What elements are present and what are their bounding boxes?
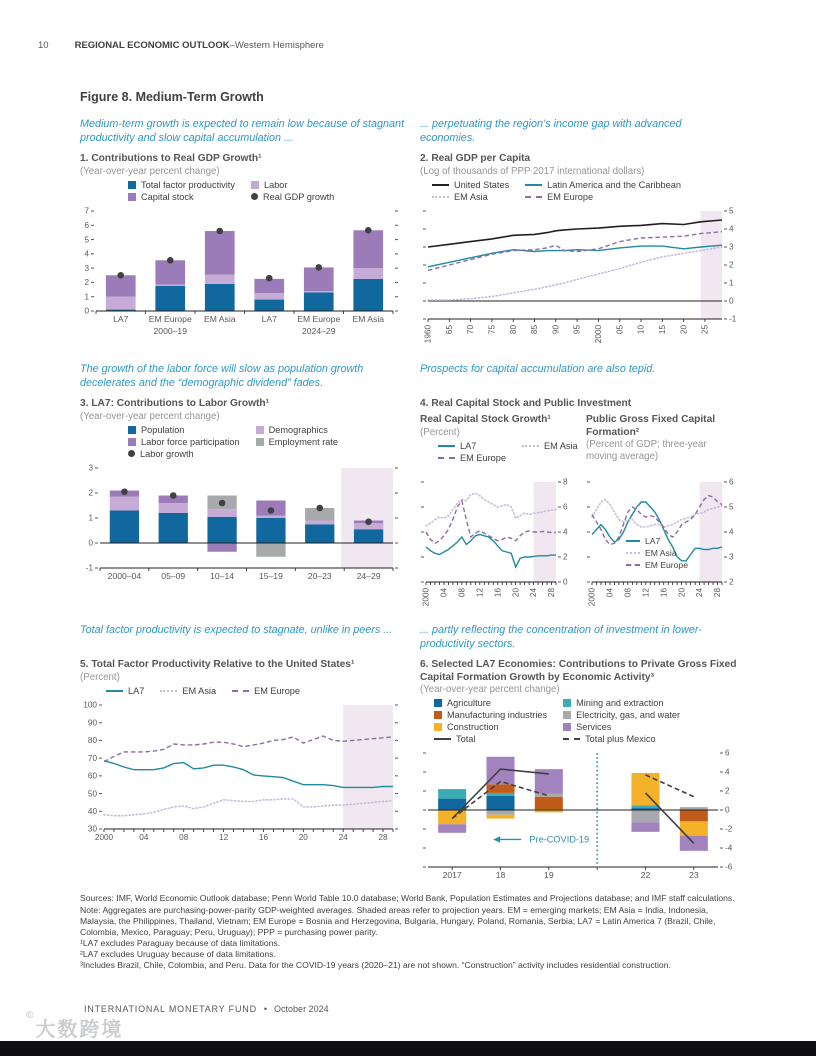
svg-text:80: 80: [508, 324, 518, 335]
svg-text:28: 28: [378, 832, 388, 842]
panel-4-title: 4. Real Capital Stock and Public Investment: [420, 398, 632, 409]
legend-label: LA7: [460, 440, 477, 451]
footer-date: October 2024: [274, 1004, 329, 1014]
legend-item: [232, 686, 300, 696]
svg-text:20–23: 20–23: [307, 570, 332, 581]
svg-text:70: 70: [466, 324, 476, 335]
svg-text:24: 24: [695, 587, 705, 597]
svg-text:4: 4: [725, 768, 730, 778]
svg-text:1: 1: [88, 513, 93, 523]
footer-bullet: •: [263, 1004, 268, 1014]
legend-swatch-line-dashed-icon: [232, 690, 249, 692]
svg-text:23: 23: [689, 870, 699, 881]
legend-label: Services: [576, 722, 612, 733]
svg-text:2: 2: [729, 260, 734, 270]
legend-label: EM Europe: [547, 191, 594, 202]
legend-item: [522, 441, 578, 451]
legend-label: Latin America and the Caribbean: [547, 179, 681, 190]
legend-label: Employment rate: [268, 436, 339, 447]
svg-text:2000: 2000: [587, 587, 597, 606]
panel-2: [420, 153, 738, 355]
chart4a-canvas: [420, 476, 572, 616]
legend-item: [434, 710, 547, 720]
chart-row-2: [80, 398, 738, 616]
svg-text:24: 24: [338, 832, 348, 842]
header-text: [75, 40, 324, 51]
svg-text:0: 0: [725, 806, 730, 816]
chart2-legend: [432, 180, 738, 202]
svg-text:15: 15: [657, 324, 667, 335]
footer-publisher: INTERNATIONAL MONETARY FUND: [84, 1004, 257, 1014]
legend-swatch-square-icon: [256, 426, 264, 434]
legend-item: [128, 180, 235, 190]
svg-text:20: 20: [677, 587, 687, 597]
svg-text:2000–19: 2000–19: [153, 325, 187, 336]
legend-label: EM Europe: [254, 685, 301, 696]
legend-label: Capital stock: [141, 191, 194, 202]
legend-label: Labor growth: [140, 448, 194, 459]
legend-item: [432, 192, 509, 202]
chart6-legend: [434, 698, 738, 744]
svg-text:EM Asia: EM Asia: [352, 313, 385, 324]
chart3-canvas: [80, 462, 405, 588]
legend-swatch-line-dashed-icon: [525, 196, 542, 198]
svg-text:-2: -2: [725, 825, 733, 835]
svg-text:0: 0: [729, 296, 734, 306]
legend-label: Total factor productivity: [141, 179, 235, 190]
svg-text:1: 1: [84, 292, 89, 302]
legend-item: [626, 548, 688, 558]
svg-text:2000–04: 2000–04: [107, 570, 142, 581]
svg-text:24–29: 24–29: [356, 570, 381, 581]
svg-text:70: 70: [87, 753, 97, 763]
chart1-legend: [128, 180, 405, 202]
chart6-canvas: [420, 747, 738, 883]
legend-item: [160, 686, 216, 696]
legend-swatch-square-icon: [434, 711, 442, 719]
chart5-legend: [106, 686, 405, 696]
svg-text:2: 2: [725, 787, 730, 797]
panel-3-title: 3. LA7: Contributions to Labor Growth¹: [80, 398, 270, 409]
panel-3: [80, 398, 405, 616]
legend-item: [525, 192, 681, 202]
legend-swatch-line-dotted-icon: [626, 552, 640, 554]
panel-1: [80, 153, 405, 355]
legend-item: [106, 686, 144, 696]
legend-swatch-dot-icon: [128, 450, 135, 457]
svg-text:3: 3: [729, 552, 734, 562]
legend-item: [525, 180, 681, 190]
legend-item: [626, 560, 688, 570]
svg-text:7: 7: [84, 206, 89, 216]
svg-text:65: 65: [444, 324, 454, 335]
svg-text:90: 90: [87, 718, 97, 728]
svg-text:16: 16: [659, 587, 669, 597]
legend-swatch-square-icon: [434, 699, 442, 707]
legend-swatch-line-dotted-icon: [522, 445, 539, 447]
legend-swatch-square-icon: [128, 438, 136, 446]
legend-label: Labor force participation: [141, 436, 240, 447]
legend-item: [563, 734, 680, 744]
svg-text:12: 12: [219, 832, 229, 842]
intro-1-right: ... perpetuating the region’s income gap with advanced economies.: [420, 118, 682, 145]
svg-text:85: 85: [530, 324, 540, 335]
legend-item: [434, 722, 547, 732]
svg-text:4: 4: [563, 527, 568, 537]
bottom-black-bar: [0, 1041, 816, 1056]
legend-label: Total plus Mexico: [585, 734, 656, 745]
legend-item: [438, 441, 506, 451]
legend-item: [438, 453, 506, 463]
notes-footnote-3: ³Includes Brazil, Chile, Colombia, and Peru. Data for the COVID-19 years (2020–21) are not shown. “Construction” activity includes residential construction.: [80, 960, 671, 971]
intro-row-3: [80, 623, 738, 659]
legend-swatch-line-solid-icon: [434, 738, 451, 740]
legend-swatch-square-icon: [563, 699, 571, 707]
legend-label: Construction: [447, 722, 499, 733]
legend-swatch-line-solid-icon: [525, 184, 542, 186]
svg-text:95: 95: [572, 324, 582, 335]
legend-swatch-square-icon: [563, 711, 571, 719]
panel-4b: [586, 414, 738, 616]
svg-text:04: 04: [605, 587, 615, 597]
notes-footnote-2: ²LA7 excludes Uruguay because of data limitations.: [80, 949, 276, 960]
legend-swatch-line-dashed-icon: [626, 564, 640, 566]
svg-text:EM Asia: EM Asia: [203, 313, 236, 324]
svg-text:4: 4: [729, 527, 734, 537]
legend-swatch-line-solid-icon: [106, 690, 123, 692]
legend-item: [563, 722, 680, 732]
svg-text:0: 0: [88, 538, 93, 548]
notes-footnote-1: ¹LA7 excludes Paraguay because of data limitations.: [80, 938, 281, 949]
panel-1-subtitle: (Year-over-year percent change): [80, 165, 220, 177]
svg-text:2: 2: [88, 488, 93, 498]
svg-text:16: 16: [493, 587, 503, 597]
legend-item: [256, 425, 338, 435]
legend-item: [128, 449, 240, 459]
figure-title: Figure 8. Medium-Term Growth: [80, 90, 264, 104]
svg-text:6: 6: [725, 749, 730, 759]
legend-swatch-square-icon: [251, 181, 259, 189]
legend-label: EM Europe: [460, 452, 506, 463]
panel-4: [420, 398, 738, 616]
legend-label: LA7: [645, 535, 661, 546]
svg-text:18: 18: [495, 870, 506, 881]
svg-text:1: 1: [729, 278, 734, 288]
svg-text:-4: -4: [725, 844, 733, 854]
chart4b-wrap: [586, 476, 738, 616]
figure-content: [80, 90, 738, 972]
svg-text:3: 3: [84, 263, 89, 273]
legend-item: [434, 698, 547, 708]
panel-4b-subtitle: (Percent of GDP; three-year moving average): [586, 439, 707, 463]
svg-text:19: 19: [544, 870, 554, 881]
intro-1-left: Medium-term growth is expected to remain low because of stagnant productivity and slow capital accumulation ...: [80, 118, 405, 145]
panel-6-title: 6. Selected LA7 Economies: Contributions to Private Gross Fixed Capital Formation Growth by Economic Activity³: [420, 658, 737, 683]
legend-swatch-square-icon: [128, 426, 136, 434]
svg-text:04: 04: [439, 587, 449, 597]
notes-note: Note: Aggregates are purchasing-power-parity GDP-weighted averages. Shaded areas refer to projection years. EM = emerging markets; EM Asia = India, Indonesia, Malaysia, the Philippines, Thailand, Vietnam; EM Europe = Bosnia and Herzegovina, Bulgaria, Hungary, Poland, Romania, Serbia; LA7 = Latin America 7 (Brazil, Chile, Colombia, Mexico, Paraguay; Peru, Uruguay); PPP = purchasing power parity.: [80, 904, 716, 937]
legend-label: Mining and extraction: [576, 698, 664, 709]
legend-label: EM Asia: [645, 547, 677, 558]
legend-item: [128, 425, 240, 435]
legend-label: EM Asia: [454, 191, 488, 202]
svg-text:08: 08: [179, 832, 189, 842]
svg-text:-1: -1: [85, 563, 93, 573]
legend-label: EM Asia: [543, 440, 578, 451]
svg-text:3: 3: [88, 463, 93, 473]
legend-swatch-dot-icon: [251, 193, 258, 200]
legend-label: Total: [456, 734, 476, 745]
legend-swatch-line-dashed-icon: [438, 457, 455, 459]
legend-item: [434, 734, 547, 744]
panel-4a: [420, 413, 578, 616]
legend-swatch-line-dashed-icon: [563, 738, 580, 740]
chart4b-inset-legend: [626, 536, 688, 570]
svg-text:3: 3: [729, 242, 734, 252]
legend-label: EM Asia: [182, 685, 217, 696]
intro-row-2: [80, 362, 738, 398]
svg-text:04: 04: [139, 832, 149, 842]
svg-text:5: 5: [84, 235, 89, 245]
legend-item: [626, 536, 688, 546]
svg-text:-1: -1: [729, 314, 737, 324]
legend-item: [256, 437, 338, 447]
legend-label: Electricity, gas, and water: [576, 710, 681, 721]
chart5-canvas: [80, 699, 405, 845]
legend-swatch-square-icon: [128, 181, 136, 189]
svg-text:15–19: 15–19: [258, 570, 283, 581]
panel-4-subpanels: [420, 414, 738, 616]
legend-swatch-line-solid-icon: [432, 184, 449, 186]
svg-text:100: 100: [83, 700, 97, 710]
svg-text:10–14: 10–14: [210, 570, 235, 581]
legend-label: Manufacturing industries: [447, 710, 548, 721]
svg-text:20: 20: [511, 587, 521, 597]
svg-text:80: 80: [87, 735, 97, 745]
svg-text:2: 2: [563, 552, 568, 562]
intro-2-left: The growth of the labor force will slow as population growth decelerates and the “demographic dividend” fades.: [80, 362, 364, 389]
legend-label: LA7: [128, 685, 145, 696]
svg-text:0: 0: [563, 577, 568, 587]
chart-row-1: [80, 153, 738, 355]
svg-text:4: 4: [729, 224, 734, 234]
svg-text:40: 40: [87, 806, 97, 816]
svg-text:2: 2: [84, 278, 89, 288]
svg-text:6: 6: [84, 220, 89, 230]
intro-3-left: Total factor productivity is expected to stagnate, unlike in peers ...: [80, 623, 393, 636]
notes-sources: Sources: IMF, World Economic Outlook database; Penn World Table 10.0 database; World Bank, Population Estimates and Projections database; and IMF staff calculations.: [80, 893, 735, 904]
svg-text:2000: 2000: [594, 324, 604, 344]
svg-text:25: 25: [700, 324, 710, 335]
svg-text:28: 28: [713, 587, 723, 597]
svg-text:75: 75: [487, 324, 497, 335]
panel-4a-subtitle: (Percent): [420, 426, 460, 438]
legend-item: [432, 180, 509, 190]
svg-text:20: 20: [298, 832, 308, 842]
svg-text:2: 2: [729, 577, 734, 587]
legend-swatch-square-icon: [434, 723, 442, 731]
panel-5: [80, 659, 405, 884]
legend-item: [251, 180, 334, 190]
legend-swatch-line-dotted-icon: [432, 196, 449, 198]
chart2-canvas: [420, 205, 738, 355]
legend-label: Population: [141, 424, 185, 435]
svg-text:05–09: 05–09: [161, 570, 186, 581]
svg-text:4: 4: [84, 249, 89, 259]
legend-label: Labor: [263, 179, 288, 190]
svg-text:28: 28: [547, 587, 557, 597]
svg-text:LA7: LA7: [261, 313, 277, 324]
watermark-text: 大数跨境: [35, 1019, 124, 1041]
header-title: REGIONAL ECONOMIC OUTLOOK: [74, 40, 230, 51]
svg-text:2024–29: 2024–29: [302, 325, 336, 336]
legend-label: Real GDP growth: [262, 191, 335, 202]
svg-text:12: 12: [641, 587, 651, 597]
svg-text:8: 8: [563, 477, 568, 487]
legend-item: [128, 437, 240, 447]
svg-text:5: 5: [729, 206, 734, 216]
svg-text:16: 16: [258, 832, 269, 842]
page-header: [38, 40, 324, 51]
figure-notes: [80, 893, 738, 971]
legend-item: [563, 698, 680, 708]
panel-4b-title: Public Gross Fixed Capital Formation²: [586, 413, 716, 438]
svg-text:LA7: LA7: [113, 313, 129, 324]
watermark: [26, 1010, 124, 1042]
legend-label: Agriculture: [447, 698, 491, 709]
panel-2-subtitle: (Log of thousands of PPP 2017 international dollars): [420, 165, 645, 177]
legend-swatch-square-icon: [128, 193, 136, 201]
legend-item: [251, 192, 334, 202]
svg-text:24: 24: [529, 587, 539, 597]
panel-2-title: 2. Real GDP per Capita: [420, 153, 531, 165]
svg-text:5: 5: [729, 502, 734, 512]
legend-swatch-square-icon: [563, 723, 571, 731]
intro-3-right: ... partly reflecting the concentration of investment in lower-productivity sectors.: [420, 623, 702, 650]
svg-text:60: 60: [87, 771, 97, 781]
panel-3-subtitle: (Year-over-year percent change): [80, 410, 220, 422]
chart3-legend: [128, 425, 405, 459]
svg-text:EM Europe: EM Europe: [297, 313, 341, 324]
svg-text:-6: -6: [725, 863, 733, 873]
svg-text:12: 12: [475, 587, 485, 597]
watermark-logo-icon: ©: [26, 1010, 34, 1021]
svg-text:0: 0: [84, 306, 89, 316]
header-subtitle: –Western Hemisphere: [229, 40, 324, 51]
panel-6-subtitle: (Year-over-year percent change): [420, 684, 560, 696]
svg-text:22: 22: [640, 870, 651, 881]
chart4a-legend: [438, 440, 578, 463]
legend-swatch-square-icon: [256, 438, 264, 446]
legend-swatch-line-dotted-icon: [160, 690, 177, 692]
legend-label: EM Europe: [645, 559, 688, 570]
svg-text:EM Europe: EM Europe: [148, 313, 192, 324]
legend-label: Demographics: [268, 424, 328, 435]
panel-1-title: 1. Contributions to Real GDP Growth¹: [80, 153, 262, 165]
intro-row-1: [80, 117, 738, 153]
panel-5-subtitle: (Percent): [80, 671, 120, 683]
legend-swatch-line-solid-icon: [626, 540, 640, 542]
svg-text:Pre-COVID-19: Pre-COVID-19: [529, 834, 590, 845]
page-number: 10: [38, 40, 49, 51]
panel-4a-header: [420, 413, 578, 476]
legend-swatch-line-solid-icon: [438, 445, 455, 447]
chart1-canvas: [80, 205, 405, 345]
legend-label: United States: [454, 179, 510, 190]
svg-text:05: 05: [615, 324, 625, 335]
svg-text:1960: 1960: [423, 324, 433, 344]
svg-text:6: 6: [563, 502, 568, 512]
svg-text:50: 50: [87, 788, 97, 798]
svg-text:10: 10: [636, 324, 646, 335]
panel-4b-header: [586, 414, 738, 476]
svg-text:08: 08: [623, 587, 633, 597]
panel-5-title: 5. Total Factor Productivity Relative to the United States¹: [80, 658, 355, 670]
svg-text:2017: 2017: [442, 870, 462, 881]
intro-2-right: Prospects for capital accumulation are also tepid.: [420, 362, 656, 375]
svg-text:6: 6: [729, 477, 734, 487]
chart-row-3: [80, 659, 738, 884]
svg-text:30: 30: [87, 824, 97, 834]
svg-text:2000: 2000: [94, 832, 114, 842]
panel-6: [420, 659, 738, 884]
panel-4a-title: Real Capital Stock Growth¹: [420, 413, 551, 425]
svg-text:90: 90: [551, 324, 561, 335]
legend-item: [563, 710, 680, 720]
legend-item: [128, 192, 235, 202]
svg-text:20: 20: [679, 324, 689, 335]
svg-text:2000: 2000: [421, 587, 431, 606]
svg-text:08: 08: [457, 587, 467, 597]
